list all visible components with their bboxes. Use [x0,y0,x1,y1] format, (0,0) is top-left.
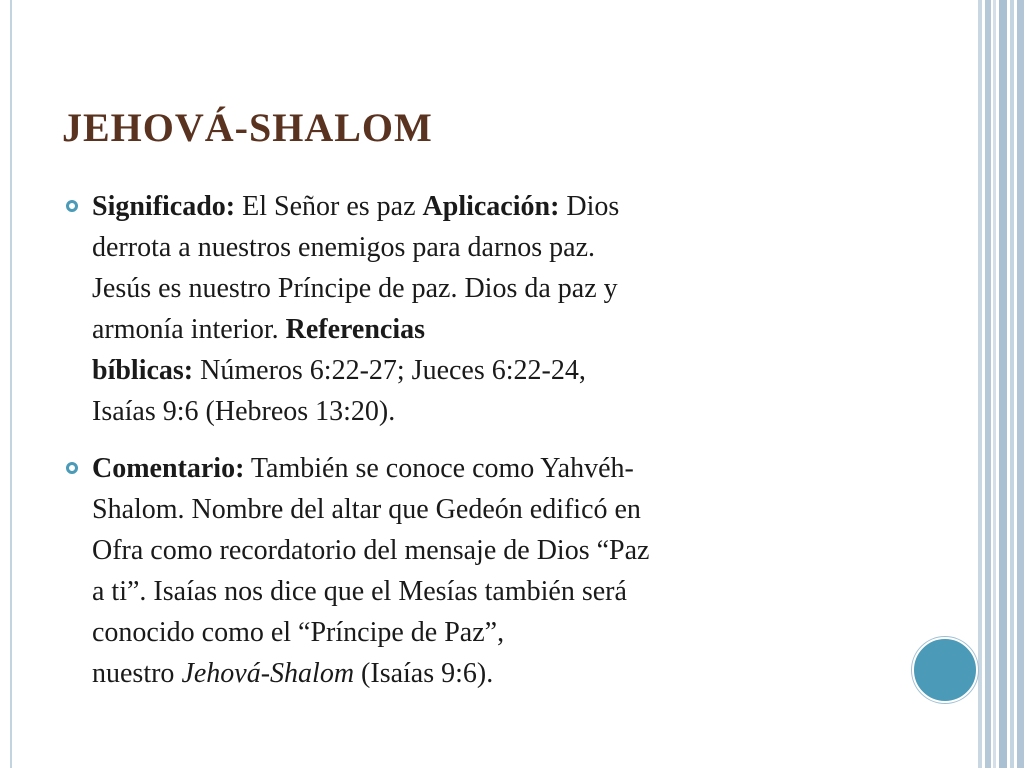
bullet-icon [66,462,78,474]
application-label: Aplicación: [422,191,560,222]
comment-label: Comentario: [92,453,245,484]
text-line [92,309,862,350]
comment-text: También se conoce como Yahvéh- [244,453,634,484]
references-label-cont: bíblicas: [92,355,194,386]
bullet-item-comment [62,448,862,694]
text-line [92,350,862,391]
text-segment: armonía interior. [92,314,286,345]
text-line [92,448,862,489]
right-stripe [993,0,996,768]
decorative-circle [912,637,978,703]
text-segment: (Isaías 9:6). [354,658,494,689]
bullet-icon [66,200,78,212]
bullet-item-meaning [62,186,862,432]
text-segment: nuestro [92,658,182,689]
text-line [92,653,862,694]
application-text: Dios [559,191,620,222]
references-label: Referencias [285,314,426,345]
meaning-text: El Señor es paz [235,191,423,222]
slide-title: JEHOVÁ-SHALOM [62,105,433,150]
right-stripe [1017,0,1024,768]
text-line [92,186,862,227]
left-frame-line [10,0,12,768]
bullet-list [62,186,862,710]
references-text: Números 6:22-27; Jueces 6:22-24, [193,355,586,386]
text-line: Shalom. Nombre del altar que Gedeón edificó en [92,494,641,525]
name-italic: Jehová-Shalom [181,658,355,689]
right-stripe [978,0,982,768]
text-line: Ofra como recordatorio del mensaje de Dios “Paz [92,535,650,566]
meaning-label: Significado: [92,191,236,222]
right-stripe [985,0,991,768]
text-line: a ti”. Isaías nos dice que el Mesías también será [92,576,627,607]
text-line: derrota a nuestros enemigos para darnos paz. [92,232,596,263]
text-line: Isaías 9:6 (Hebreos 13:20). [92,396,396,427]
text-line: conocido como el “Príncipe de Paz”, [92,617,505,648]
text-line: Jesús es nuestro Príncipe de paz. Dios da paz y [92,273,618,304]
right-stripe [999,0,1007,768]
right-stripe [1010,0,1014,768]
